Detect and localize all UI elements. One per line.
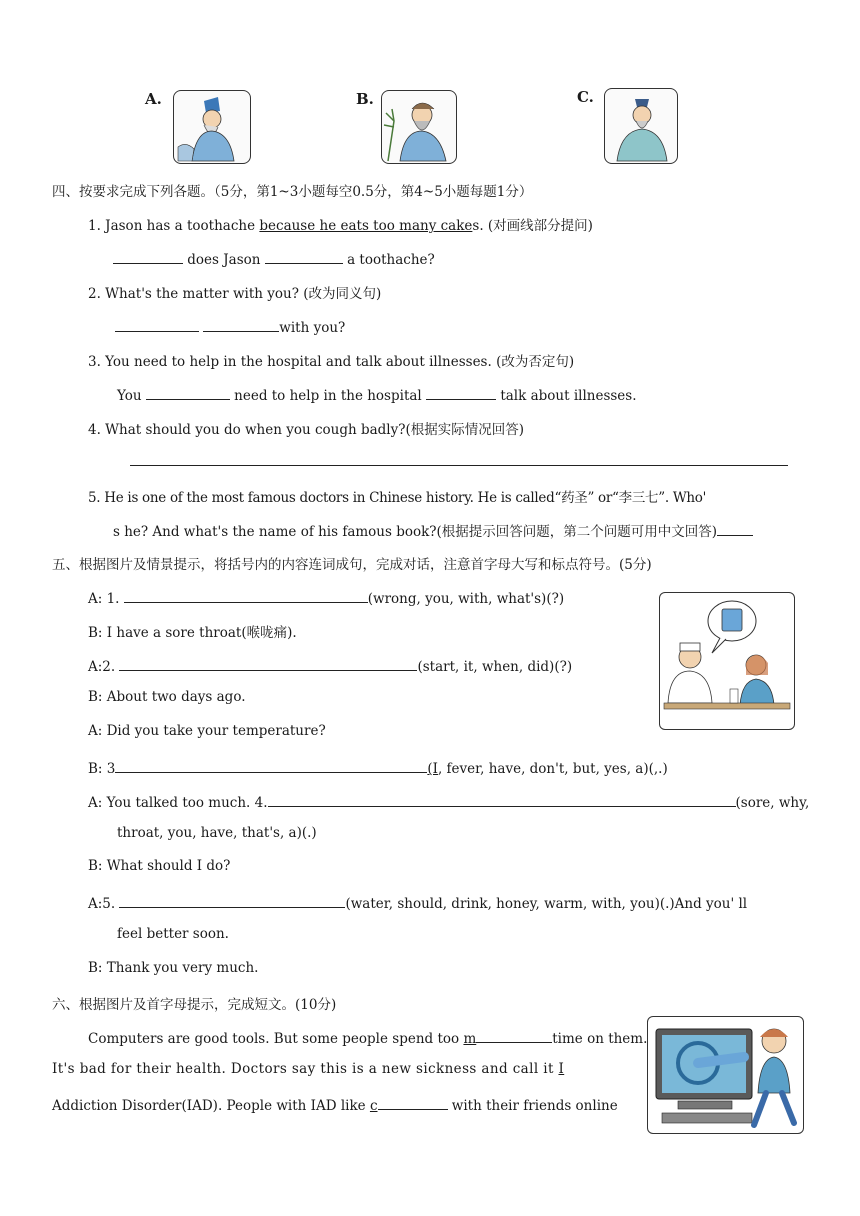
p3-pre: Addiction Disorder(IAD). People with IAD like — [52, 1098, 370, 1114]
q5-line-1: 5. He is one of the most famous doctors in Chinese history. He is called“药圣” or“李三七”. Who' — [88, 490, 707, 506]
dialog-blank-3[interactable] — [115, 757, 427, 773]
q4-line: 4. What should you do when you cough badly?(根据实际情况回答) — [88, 422, 525, 438]
doctor-portrait-a — [173, 90, 251, 164]
blank-letter-c: c — [369, 1098, 378, 1114]
passage-line-1 — [88, 1027, 647, 1047]
passage-line-2 — [52, 1061, 564, 1077]
q1-blank-2[interactable] — [265, 248, 343, 264]
l6-hint: , fever, have, don't, but, yes, a)(,.) — [437, 761, 668, 777]
q1-underlined: because he eats too many cake — [259, 218, 473, 234]
passage-blank-3[interactable] — [378, 1094, 448, 1110]
l6-hint-underlined: (I — [427, 761, 438, 777]
dialog-blank-5[interactable] — [119, 892, 345, 908]
q2-line: 2. What's the matter with you? (改为同义句) — [88, 286, 382, 302]
dialog-blank-1[interactable] — [124, 587, 368, 603]
q1-post: s. (对画线部分提问) — [472, 218, 593, 234]
doctor-a-icon — [174, 91, 250, 163]
section6-heading: 六、根据图片及首字母提示，完成短文。(10分) — [52, 997, 337, 1013]
q1-line — [88, 214, 593, 234]
option-b-label: B. — [356, 90, 374, 108]
dialog-line-1 — [88, 587, 564, 607]
doctor-patient-icon — [660, 593, 794, 729]
q5-blank[interactable] — [717, 520, 753, 536]
doctor-portrait-c — [604, 88, 678, 164]
blank-letter-i: I — [558, 1061, 565, 1077]
l7-hint: (sore, why, — [735, 795, 810, 811]
dialog-line-7 — [88, 791, 809, 811]
section5-heading: 五、根据图片及情景提示，将括号内的内容连词成句，完成对话，注意首字母大写和标点符号。(5分) — [52, 557, 652, 573]
doctor-patient-illustration — [659, 592, 795, 730]
q2-blank-2[interactable] — [203, 316, 279, 332]
section4-heading: 四、按要求完成下列各题。（5分，第1~3小题每空0.5分，第4~5小题每题1分） — [52, 184, 533, 200]
q4-answer-blank[interactable] — [130, 450, 788, 466]
dialog-line-7-cont: throat, you, have, that's, a)(.) — [117, 825, 317, 841]
q3-ans-b: need to help in the hospital — [229, 388, 427, 404]
computer-addiction-icon — [648, 1017, 803, 1133]
q1-pre: 1. Jason has a toothache — [88, 218, 260, 234]
p1-pre: Computers are good tools. But some people spend too — [88, 1031, 464, 1047]
doctor-c-icon — [605, 89, 677, 163]
dialog-line-6 — [88, 757, 668, 777]
q1-blank-1[interactable] — [113, 248, 183, 264]
q3-answer-line — [117, 384, 637, 404]
option-a-label: A. — [145, 90, 162, 108]
l3-pre: A:2. — [88, 659, 120, 675]
q5-line-2 — [113, 520, 753, 540]
dialog-line-3 — [88, 655, 572, 675]
dialog-line-10: B: Thank you very much. — [88, 960, 259, 976]
p2-pre: It's bad for their health. Doctors say this is a new sickness and call it — [52, 1061, 559, 1077]
q2-blank-1[interactable] — [115, 316, 199, 332]
dialog-blank-2[interactable] — [119, 655, 417, 671]
q1-ans-mid: does Jason — [183, 252, 265, 268]
q3-ans-c: talk about illnesses. — [496, 388, 637, 404]
dialog-line-4: B: About two days ago. — [88, 689, 246, 705]
q3-ans-a: You — [117, 388, 146, 404]
l7-pre: A: You talked too much. 4. — [88, 795, 268, 811]
dialog-line-2: B: I have a sore throat(喉咙痛). — [88, 625, 297, 641]
dialog-line-9 — [88, 892, 747, 912]
l1-pre: A: 1. — [88, 591, 124, 607]
doctor-b-icon — [382, 91, 456, 163]
dialog-line-8: B: What should I do? — [88, 858, 231, 874]
passage-blank-1[interactable] — [476, 1027, 552, 1043]
l9-pre: A:5. — [88, 896, 120, 912]
p3-post: with their friends online — [447, 1098, 618, 1114]
option-c-label: C. — [577, 88, 594, 106]
l1-hint: (wrong, you, with, what's)(?) — [367, 591, 565, 607]
dialog-blank-4[interactable] — [268, 791, 736, 807]
q3-line: 3. You need to help in the hospital and talk about illnesses. (改为否定句) — [88, 354, 575, 370]
dialog-line-5: A: Did you take your temperature? — [88, 723, 326, 739]
l6-pre: B: 3 — [88, 761, 116, 777]
q1-answer-line — [113, 248, 435, 268]
l3-hint: (start, it, when, did)(?) — [417, 659, 573, 675]
dialog-line-9-cont: feel better soon. — [117, 926, 229, 942]
q3-blank-2[interactable] — [426, 384, 496, 400]
computer-addiction-illustration — [647, 1016, 804, 1134]
p1-post: time on them. — [552, 1031, 648, 1047]
q3-blank-1[interactable] — [146, 384, 230, 400]
q2-ans-end: with you? — [279, 320, 346, 336]
blank-letter-m: m — [463, 1031, 477, 1047]
q2-answer-line — [115, 316, 345, 336]
passage-line-3 — [52, 1094, 618, 1114]
q5-line-2-text: s he? And what's the name of his famous book?(根据提示回答问题，第二个问题可用中文回答) — [113, 524, 718, 540]
doctor-portrait-b — [381, 90, 457, 164]
q1-ans-end: a toothache? — [342, 252, 435, 268]
l9-hint: (water, should, drink, honey, warm, with, you)(.)And you' ll — [345, 896, 748, 912]
